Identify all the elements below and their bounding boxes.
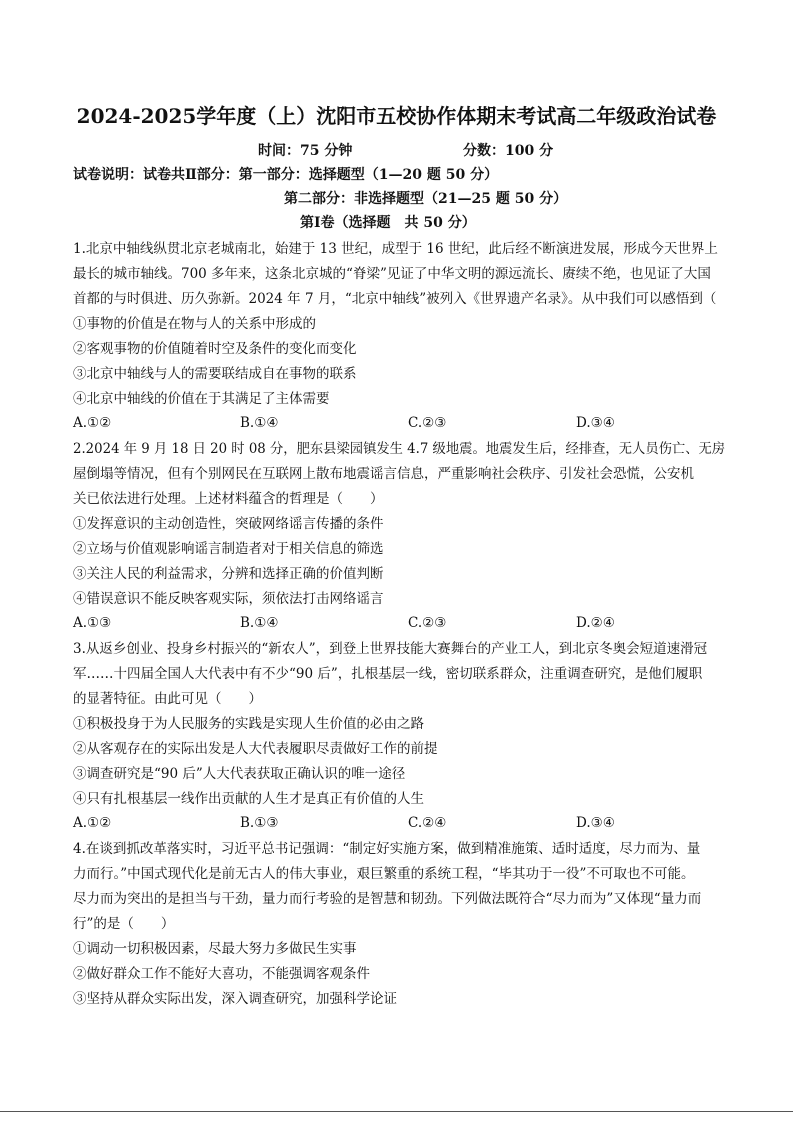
q3-option-c[interactable]: C.②④ (408, 815, 447, 831)
q1-choice-statement: ②客观事物的价值随着时空及条件的变化而变化 (73, 341, 357, 357)
exam-instructions-part2: 第二部分：非选择题型（21—25 题 50 分） (284, 191, 568, 207)
q1-choice-statement: ①事物的价值是在物与人的关系中形成的 (73, 316, 316, 332)
exam-time: 时间：75 分钟 (258, 143, 353, 159)
q4-stem-line: 4.在谈到抓改革落实时，习近平总书记强调：“制定好实施方案，做到精准施策、适时适度，尽力而为、量 (73, 841, 701, 857)
q3-option-a[interactable]: A.①② (73, 815, 112, 831)
q4-choice-statement: ①调动一切积极因素，尽最大努力多做民生实事 (73, 941, 357, 957)
q2-choice-statement: ①发挥意识的主动创造性，突破网络谣言传播的条件 (73, 516, 384, 532)
q2-stem-line: 关已依法进行处理。上述材料蕴含的哲理是（ ） (73, 491, 384, 507)
q4-choice-statement: ③坚持从群众实际出发，深入调查研究，加强科学论证 (73, 991, 397, 1007)
q3-choice-statement: ④只有扎根基层一线作出贡献的人生才是真正有价值的人生 (73, 791, 424, 807)
q1-stem-line: 首都的与时俱进、历久弥新。2024 年 7 月，“北京中轴线”被列入《世界遗产名录》。从中我们可以感悟到（ (73, 291, 717, 307)
q1-option-d[interactable]: D.③④ (576, 415, 615, 431)
q4-stem-line: 尽力而为突出的是担当与干劲，量力而行考验的是智慧和韧劲。下列做法既符合“尽力而为”又体现“量力而 (73, 891, 702, 907)
q4-choice-statement: ②做好群众工作不能好大喜功，不能强调客观条件 (73, 966, 370, 982)
q3-stem-line: 军……十四届全国人大代表中有不少“90 后”，扎根基层一线，密切联系群众，注重调查研究，是他们履职 (73, 666, 703, 682)
q1-option-c[interactable]: C.②③ (408, 415, 447, 431)
q2-choice-statement: ②立场与价值观影响谣言制造者对于相关信息的筛选 (73, 541, 384, 557)
q1-stem-line: 1.北京中轴线纵贯北京老城南北，始建于 13 世纪，成型于 16 世纪，此后经不断演进发展，形成今天世界上 (73, 241, 718, 257)
q2-option-d[interactable]: D.②④ (576, 615, 615, 631)
q3-option-b[interactable]: B.①③ (240, 815, 279, 831)
q3-choice-statement: ③调查研究是“90 后”人大代表获取正确认识的唯一途径 (73, 766, 406, 782)
page-bottom-rule (0, 1111, 793, 1112)
q3-choice-statement: ②从客观存在的实际出发是人大代表履职尽责做好工作的前提 (73, 741, 438, 757)
q4-stem-line: 力而行。”中国式现代化是前无古人的伟大事业，艰巨繁重的系统工程，“毕其功于一役”不可取也不可能。 (73, 866, 695, 882)
q1-stem-line: 最长的城市轴线。700 多年来，这条北京城的“脊梁”见证了中华文明的源远流长、赓续不绝，也见证了大国 (73, 266, 711, 282)
q4-stem-line: 行”的是（ ） (73, 916, 175, 932)
q2-stem-line: 屋倒塌等情况，但有个别网民在互联网上散布地震谣言信息，严重影响社会秩序、引发社会恐慌，公安机 (73, 466, 694, 482)
q3-choice-statement: ①积极投身于为人民服务的实践是实现人生价值的必由之路 (73, 716, 424, 732)
q3-stem-line: 的显著特征。由此可见（ ） (73, 691, 262, 707)
section-title: 第Ⅰ卷（选择题 共 50 分） (300, 215, 476, 231)
q2-option-b[interactable]: B.①④ (240, 615, 279, 631)
q2-option-c[interactable]: C.②③ (408, 615, 447, 631)
q2-option-a[interactable]: A.①③ (73, 615, 112, 631)
q2-choice-statement: ④错误意识不能反映客观实际，须依法打击网络谣言 (73, 591, 384, 607)
q3-stem-line: 3.从返乡创业、投身乡村振兴的“新农人”，到登上世界技能大赛舞台的产业工人，到北京冬奥会短道速滑冠 (73, 641, 708, 657)
q1-option-a[interactable]: A.①② (73, 415, 112, 431)
q1-choice-statement: ③北京中轴线与人的需要联结成自在事物的联系 (73, 366, 357, 382)
exam-instructions-part1: 试卷说明：试卷共Ⅱ部分：第一部分：选择题型（1—20 题 50 分） (73, 167, 499, 183)
q2-choice-statement: ③关注人民的利益需求，分辨和选择正确的价值判断 (73, 566, 384, 582)
q1-option-b[interactable]: B.①④ (240, 415, 279, 431)
exam-title: 2024-2025学年度（上）沈阳市五校协作体期末考试高二年级政治试卷 (76, 104, 717, 128)
q2-stem-line: 2.2024 年 9 月 18 日 20 时 08 分，肥东县梁园镇发生 4.7 级地震。地震发生后，经排查，无人员伤亡、无房 (73, 441, 726, 457)
q3-option-d[interactable]: D.③④ (576, 815, 615, 831)
exam-score: 分数：100 分 (463, 143, 554, 159)
q1-choice-statement: ④北京中轴线的价值在于其满足了主体需要 (73, 391, 330, 407)
